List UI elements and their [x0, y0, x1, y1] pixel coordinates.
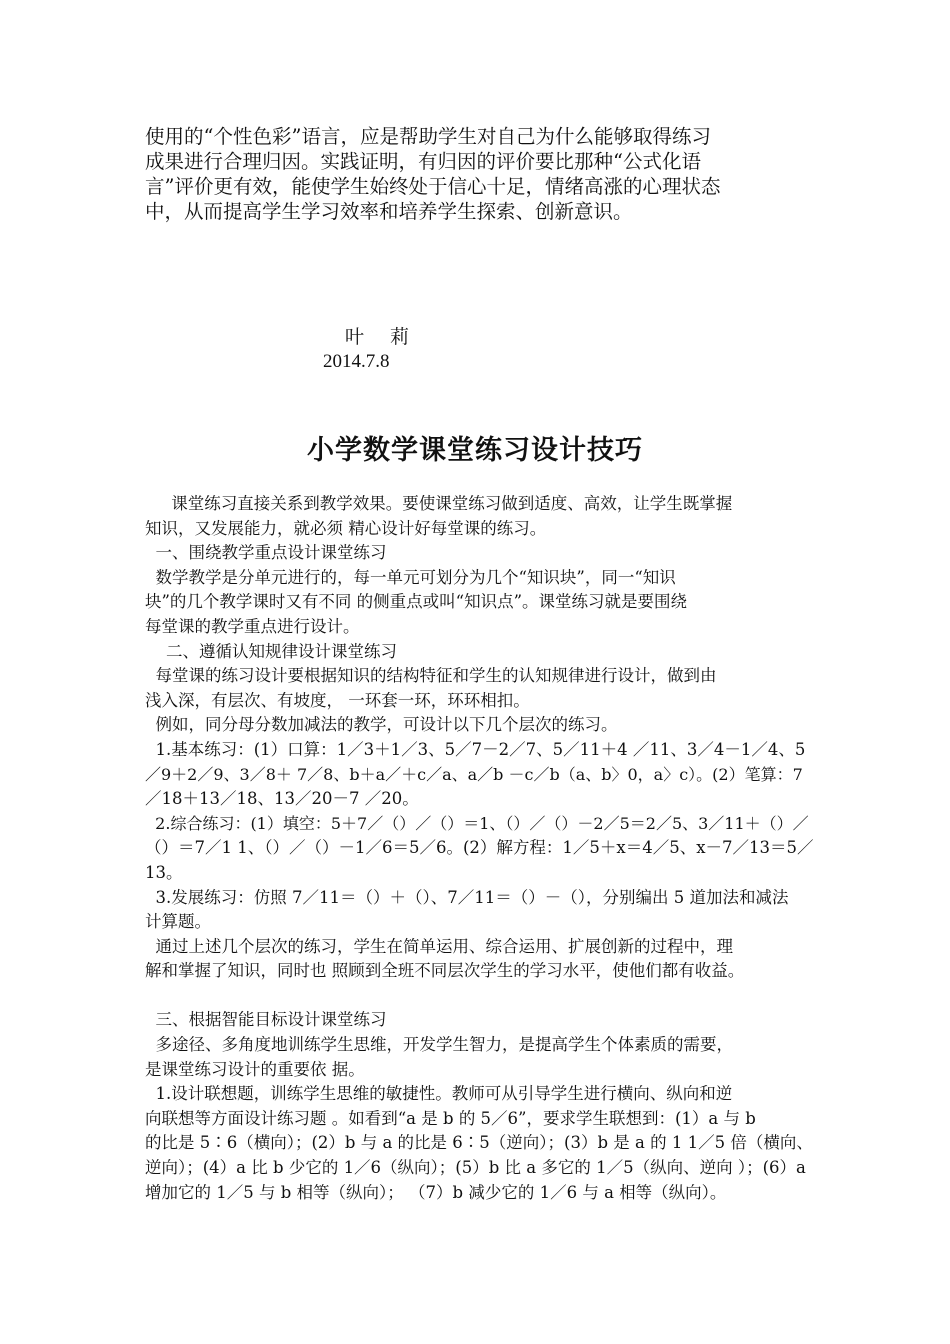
author-name: 叶 莉: [345, 326, 420, 348]
body-line: 计算题。: [145, 912, 211, 932]
body-line: 数学教学是分单元进行的，每一单元可划分为几个“知识块”，同一“知识: [145, 567, 676, 587]
body-line: 向联想等方面设计练习题 。如看到“a 是 b 的 5／6”，要求学生联想到：(1）a 与 b: [145, 1108, 756, 1128]
body-line: 2.综合练习：(1）填空：5＋7／（）／（）＝1、（）／（）－2／5＝2／5、3／11＋（）／: [145, 813, 809, 833]
body-line: 多途径、多角度地训练学生思维，开发学生智力，是提高学生个体素质的需要，: [145, 1035, 733, 1055]
body-line: 1.基本练习：(1）口算：1／3＋1／3、5／7－2／7、5／11＋4 ／11、3／4－1／4、5: [145, 739, 806, 759]
body-line: （）＝7／1 1、（）／（）－1／6＝5／6。(2）解方程：1／5＋x＝4／5、x－7／13＝5／: [145, 838, 814, 858]
body-line: 解和掌握了知识，同时也 照顾到全班不同层次学生的学习水平，使他们都有收益。: [145, 961, 745, 981]
body-line: 逆向）；(4）a 比 b 少它的 1／6（纵向）；(5）b 比 a 多它的 1／5（纵向、逆向 ）；(6）a: [145, 1158, 806, 1178]
body-line: 例如，同分母分数加减法的教学，可设计以下几个层次的练习。: [145, 715, 618, 735]
body-line: 1.设计联想题，训练学生思维的敏捷性。教师可从引导学生进行横向、纵向和逆: [145, 1084, 733, 1104]
body-line: 浅入深，有层次、有坡度， 一环套一环，环环相扣。: [145, 690, 530, 710]
intro-line: 中，从而提高学生学习效率和培养学生探索、创新意识。: [145, 200, 633, 223]
body-line: 块”的几个教学课时又有不同 的侧重点或叫“知识点”。课堂练习就是要围绕: [145, 592, 688, 612]
body-line: 是课堂练习设计的重要依 据。: [145, 1059, 365, 1079]
body-line: 每堂课的教学重点进行设计。: [145, 616, 360, 636]
blank-line: [145, 984, 817, 1009]
body-line: 增加它的 1／5 与 b 相等（纵向）； （7）b 减少它的 1／6 与 a 相等（纵向）。: [145, 1182, 727, 1202]
body-line: 课堂练习直接关系到教学效果。要使课堂练习做到适度、高效，让学生既掌握: [145, 494, 733, 513]
intro-paragraph: [145, 124, 815, 224]
body-line: 的比是 5∶6（横向）；(2）b 与 a 的比是 6∶5（逆向）；(3）b 是 a 的 1 1／5 倍（横向、: [145, 1133, 813, 1153]
body-line: 三、根据智能目标设计课堂练习: [145, 1010, 387, 1030]
body-line: ／18＋13／18、13／20－7 ／20。: [145, 789, 419, 809]
intro-line: 成果进行合理归因。实践证明，有归因的评价要比那种“公式化语: [145, 150, 701, 173]
intro-line: 使用的“个性色彩”语言，应是帮助学生对自己为什么能够取得练习: [145, 125, 711, 148]
article-title: 小学数学课堂练习设计技巧: [307, 435, 643, 466]
body-line: 13。: [145, 862, 183, 882]
body-line: 二、遵循认知规律设计课堂练习: [145, 641, 397, 661]
date: 2014.7.8: [323, 351, 390, 372]
body-line: 一、围绕教学重点设计课堂练习: [145, 543, 387, 563]
body-line: 知识，又发展能力，就必须 精心设计好每堂课的练习。: [145, 518, 547, 538]
body-line: 通过上述几个层次的练习，学生在简单运用、综合运用、扩展创新的过程中，理: [145, 936, 733, 956]
body-line: 3.发展练习：仿照 7／11＝（）＋（）、7／11＝（）－（），分别编出 5 道加法和减法: [145, 887, 789, 907]
body-line: ／9＋2／9、3／8＋ 7／8、b＋a／＋c／a、a／b －c／b（a、b〉0，a〉c）。(2）笔算：7: [145, 764, 803, 784]
intro-line: 言”评价更有效，能使学生始终处于信心十足，情绪高涨的心理状态: [145, 175, 721, 198]
body-line: 每堂课的练习设计要根据知识的结构特征和学生的认知规律进行设计，做到由: [145, 666, 717, 686]
article-body: [145, 492, 817, 1205]
